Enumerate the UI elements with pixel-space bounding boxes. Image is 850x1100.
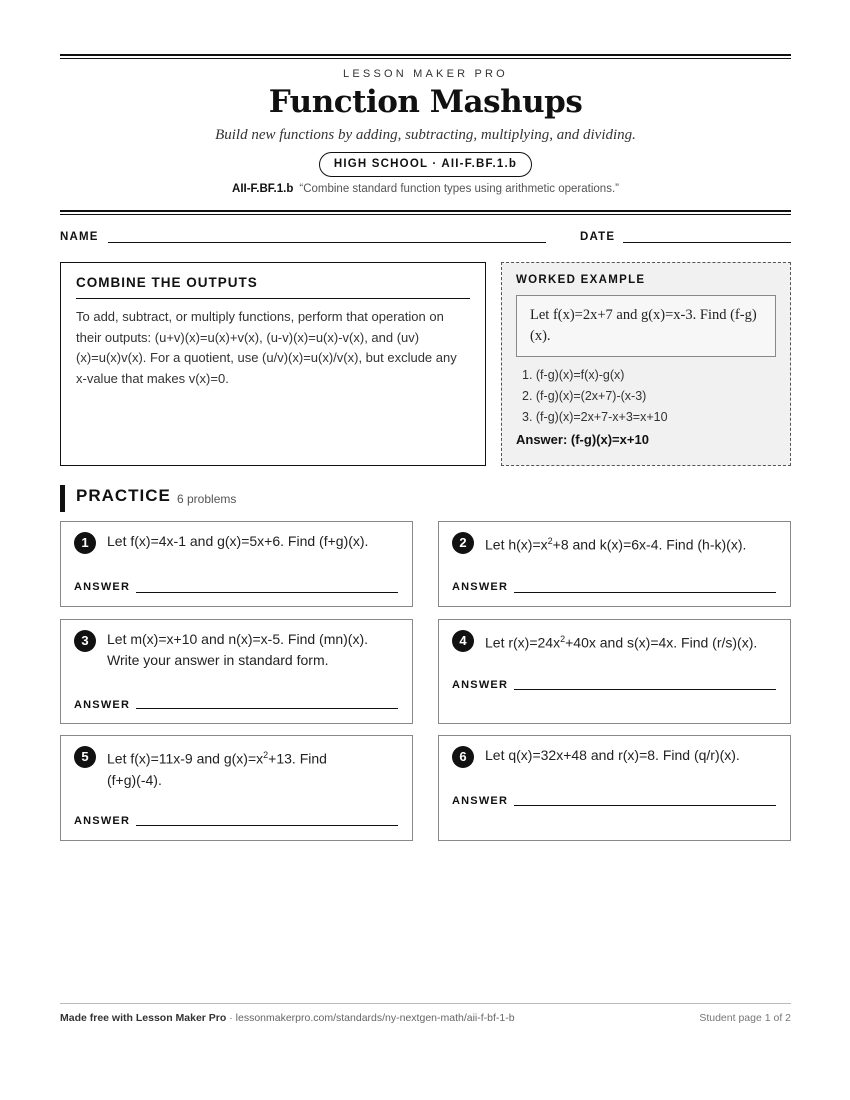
example-heading: WORKED EXAMPLE	[516, 274, 646, 286]
problem-text: Let $r(x)=24x^2+40x$ and s(x)=4x. Find (r/s)(x).	[485, 634, 758, 651]
example-step: 3. (f-g)(x)=2x+7-x+3=x+10	[522, 410, 668, 424]
answer-field[interactable]	[514, 592, 776, 593]
example-steps	[516, 365, 776, 428]
problem-card-6	[438, 735, 791, 841]
problem-text: Let m(x)=x+10 and n(x)=x-5. Find (mn)(x). Write your answer in standard form.	[107, 631, 369, 668]
brand-name: LESSON MAKER PRO	[343, 68, 508, 80]
level-badge: HIGH SCHOOL · AII-F.BF.1.b	[319, 152, 532, 177]
problem-card-5	[60, 735, 413, 841]
combine-outputs-box	[60, 262, 486, 466]
standard-text: “Combine standard function types using arithmetic operations.”	[299, 183, 619, 195]
problem-text: Let f(x)=11x-9 and $g(x)=x^2+13$. Find (f+g)(-4).	[107, 750, 327, 788]
page-subtitle: Build new functions by adding, subtracting, multiplying, and dividing.	[215, 127, 636, 143]
answer-label: ANSWER	[74, 581, 131, 593]
worked-example-box	[501, 262, 791, 466]
answer-field[interactable]	[136, 825, 398, 826]
header-bottom-rule	[60, 210, 791, 212]
answer-label: ANSWER	[452, 679, 509, 691]
combine-heading: COMBINE THE OUTPUTS	[76, 275, 470, 299]
standard-code: AII-F.BF.1.b	[232, 183, 294, 195]
answer-field[interactable]	[514, 689, 776, 690]
answer-label: ANSWER	[452, 795, 509, 807]
date-field[interactable]	[623, 242, 791, 243]
example-step: 2. (f-g)(x)=(2x+7)-(x-3)	[522, 389, 647, 403]
name-label: NAME	[60, 231, 99, 243]
problem-number: 3	[74, 630, 96, 652]
problem-number: 2	[452, 532, 474, 554]
problem-card-4	[438, 619, 791, 724]
footer-credit	[60, 1012, 515, 1024]
problem-number: 5	[74, 746, 96, 768]
page-title: Function Mashups	[268, 84, 583, 120]
footer-made-with: Made free with Lesson Maker Pro	[60, 1012, 227, 1024]
problem-number: 6	[452, 746, 474, 768]
combine-body: To add, subtract, or multiply functions, perform that operation on their outputs: (u+v)(x)=u(x)+v(x), (u-v)(x)=u(x)-v(x), and (uv)(x)=u(x)v(x). For a quotient, use (u/v)(x)=u(x)/v(x), but exclude any x-value that makes v(x)=0.	[76, 309, 457, 386]
example-step: 1. (f-g)(x)=f(x)-g(x)	[522, 368, 625, 382]
practice-heading: PRACTICE	[76, 486, 171, 505]
problem-text: Let $h(x)=x^2+8$ and k(x)=6x-4. Find (h-k)(x).	[485, 536, 747, 553]
problem-text: Let f(x)=4x-1 and g(x)=5x+6. Find (f+g)(x).	[107, 533, 369, 549]
footer-url[interactable]: · lessonmakerpro.com/standards/ny-nextgen-math/aii-f-bf-1-b	[226, 1012, 515, 1024]
top-double-rule	[60, 54, 791, 56]
problem-text: Let q(x)=32x+48 and r(x)=8. Find (q/r)(x).	[485, 747, 740, 763]
problem-card-2	[438, 521, 791, 607]
date-label: DATE	[580, 231, 616, 243]
answer-field[interactable]	[136, 592, 398, 593]
example-answer: Answer: (f-g)(x)=x+10	[516, 432, 649, 447]
answer-field[interactable]	[514, 805, 776, 806]
practice-count: 6 problems	[177, 492, 237, 506]
footer-rule	[60, 1003, 791, 1004]
answer-field[interactable]	[136, 708, 398, 709]
problem-number: 4	[452, 630, 474, 652]
name-field[interactable]	[108, 242, 546, 243]
answer-label: ANSWER	[74, 815, 131, 827]
problem-card-3	[60, 619, 413, 724]
standard-description	[60, 183, 791, 195]
footer-page-number: Student page 1 of 2	[699, 1012, 791, 1024]
answer-label: ANSWER	[74, 699, 131, 711]
worksheet-page	[60, 0, 791, 1100]
problem-card-1	[60, 521, 413, 607]
problem-number: 1	[74, 532, 96, 554]
practice-accent-bar	[60, 485, 65, 512]
answer-label: ANSWER	[452, 581, 509, 593]
example-problem: Let f(x)=2x+7 and g(x)=x-3. Find (f-g)(x).	[516, 295, 776, 357]
